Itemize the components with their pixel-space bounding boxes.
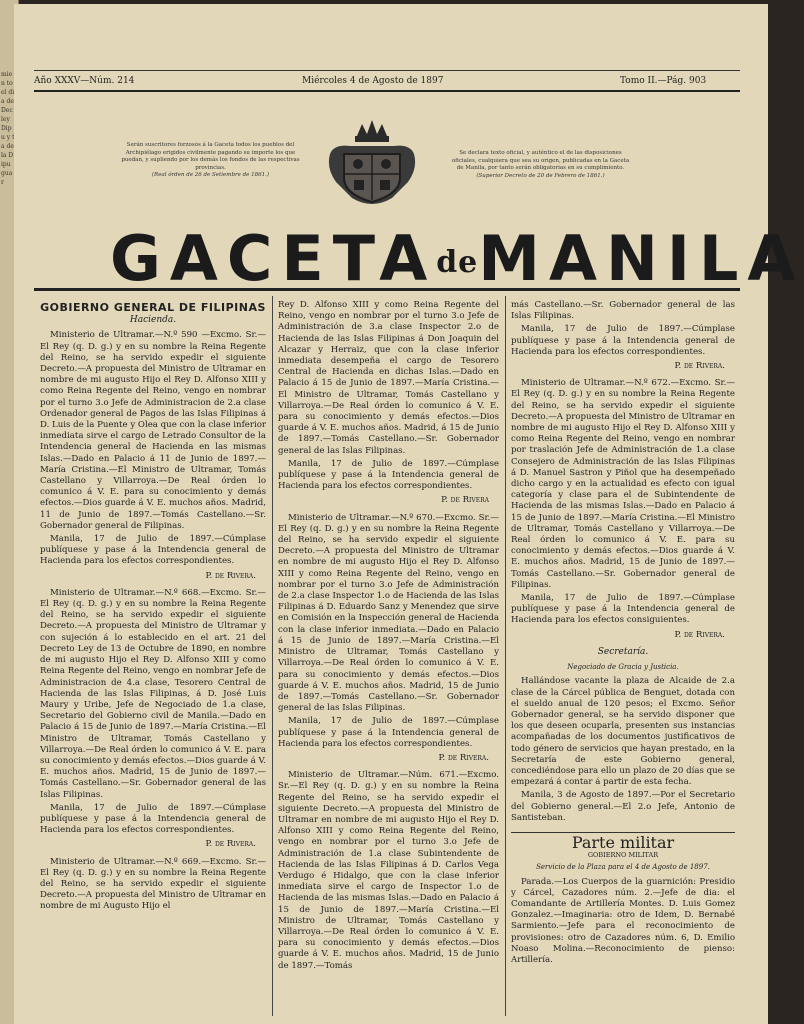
publication-order: Manila, 17 de Julio de 1897.—Cúmplase publíquese y pase á la Intendencia general de Hacienda para los efectos correspondientes.	[40, 534, 266, 567]
column-2	[278, 300, 499, 974]
royal-crest-icon	[322, 116, 422, 211]
publication-order: Manila, 17 de Julio de 1897.—Cúmplase publíquese y pase á la Intendencia general de Hacienda para los efectos consiguientes.	[511, 593, 735, 626]
signature: P. de Rivera.	[674, 361, 725, 372]
military-section-title: Parte militar	[511, 832, 735, 848]
title-rule	[34, 288, 740, 291]
decree-669-continued: Rey D. Alfonso XIII y como Reina Regente del Reino, vengo en nombrar por el turno 3.o Jefe de Administración de 3.a clase Inspector 2.o de Hacienda de las Islas Filipinas á Don Joaquin del Alcazar y Herraiz, que con la clase inferior inmediata desempeña el cargo de Tesorero Central de Hacienda en dichas Islas.—Dado en Palacio á 15 de Junio de 1897.—María Cristina.—El Ministro de Ultramar, Tomás Castellano y Villarroya.—De Real órden lo comunico á V. E. para su conocimiento y demás efectos.—Dios guarde á V. E. muchos años. Madrid, á 15 de Junio de 1897.—Tomás Castellano.—Sr. Gobernador general de las Islas Filipinas.	[278, 300, 499, 456]
issue-date: Miércoles 4 de Agosto de 1897	[302, 76, 444, 86]
newspaper-title	[110, 222, 804, 295]
signature: P. de Rivera.	[438, 752, 489, 763]
decree-668: Ministerio de Ultramar.—N.º 668.—Excmo. Sr.—El Rey (q. D. g.) y en su nombre la Reina Regente del Reino, se ha servido expedir el siguiente Decreto.—A propuesta del Ministro de Ultramar y con sujeción á lo establecido en el art. 21 del Decreto Ley de 13 de Octubre de 1890, en nombre de mi augusto Hijo el Rey D. Alfonso XIII y como Reina Regente del Reino, vengo en nombrar Jefe de Administracion de 4.a clase, Tesorero Central de Hacienda de las Islas Filipinas, á D. José Luis Maury y Uribe, Jefe de Negociado de 1.a clase, Secretario del Gobierno civil de Manila.—Dado en Palacio á 15 de Junio de 1897.—María Cristina.—El Ministro de Ultramar, Tomás Castellano y Villarroya.—De Real órden lo comunico á V. E. para su conocimiento y demás efectos.—Dios guarde á V. E. muchos años. Madrid, 15 de Junio de 1897.—Tomás Castellano.—Sr. Gobernador general de las Islas Filipinas.	[40, 587, 266, 800]
notice-left-ref: (Real órden de 26 de Setiembre de 1861.)	[151, 172, 270, 178]
notice-right	[448, 150, 633, 180]
decree-671-continued: más Castellano.—Sr. Gobernador general de las Islas Filipinas.	[511, 300, 735, 322]
adjacent-page-text: mien to el dia de Dec ley Dipu y ta de la Dipu guar	[1, 71, 15, 186]
military-orders: Parada.—Los Cuerpos de la guarnición: Presidio y Cárcel, Cazadores núm. 2.—Jefe de dia: el Comandante de Artillería Montes. D. Luis Gomez Gonzalez.—Imaginaria: otro de Idem, D. Bernabé Sarmiento.—Jefe para el reconocimiento de provisiones: otro de Cazadores núm. 6, D. Emilio Noaso Molina.—Reconocimiento de pienso: Artillería.	[511, 876, 735, 965]
column-3	[511, 300, 735, 968]
government-heading: GOBIERNO GENERAL DE FILIPINAS	[40, 301, 266, 314]
column-divider-1	[272, 296, 273, 1016]
signature: P. de Rivera	[441, 495, 489, 506]
subsection-gracia-justicia: Negociado de Gracia y Justicia.	[567, 663, 679, 672]
title-gaceta: GACETA	[110, 222, 437, 295]
decree-670: Ministerio de Ultramar.—N.º 670.—Excmo. Sr.—El Rey (q. D. g.) y en su nombre la Reina Regente del Reino, se ha servido expedir el siguiente Decreto.—A propuesta del Ministro de Ultramar en nombre de mi augusto Hijo el Rey D. Alfonso XIII y como Reina Regente del Reino, vengo en nombrar por el turno 3.o Jefe de Administración de 2.a clase Inspector 1.o de Hacienda de las Islas Filipinas á D. Eduardo Sanz y Menendez que sirve en Comisión en la Inspección general de Hacienda con la clase inferior inmediata.—Dado en Palacio á 15 de Junio de 1897.—María Cristina.—El Ministro de Ultramar, Tomás Castellano y Villarroya.—De Real órden lo comunico á V. E. para su conocimiento y demás efectos.—Dios guarde á V. E. muchos años. Madrid, 15 de Junio de 1897.—Tomás Castellano.—Sr. Gobernador general de las Islas Filipinas.	[278, 512, 499, 714]
publication-order: Manila, 17 de Julio de 1897.—Cúmplase publíquese y pase á la Intendencia general de Hacienda para los efectos correspondientes.	[511, 324, 735, 357]
volume-page: Tomo II.—Pág. 903	[620, 76, 707, 86]
section-hacienda: Hacienda.	[129, 315, 177, 326]
notice-left	[118, 142, 303, 180]
header-rule	[34, 90, 740, 92]
notice-left-text: Serán suscritores forzosos á la Gaceta todos los pueblos del Archipiélago erigidos civilmente pagando su importe los que puedan, y supliendo por los demás los fondos de las respectivas provincias.	[121, 142, 300, 171]
notice-right-text: Se declara texto oficial, y auténtico el de las disposiciones oficiales, cualquiera que sea su origen, publicadas en la Gaceta de Manila, por tanto serán obligatorias en su cumplimiento.	[451, 150, 630, 171]
military-service-date: Servicio de la Plaza para el 4 de Agosto de 1897.	[536, 863, 710, 872]
title-manila: MANILA	[478, 222, 804, 295]
publication-order: Manila, 17 de Julio de 1897.—Cúmplase publíquese y pase á la Intendencia general de Hacienda para los efectos correspondientes.	[40, 802, 266, 836]
vacancy-notice: Hallándose vacante la plaza de Alcaide de 2.a clase de la Cárcel pública de Benguet, dotada con el sueldo anual de 120 pesos; el Excmo. Señor Gobernador general, se ha servido disponer que los que deseen ocuparla, presenten sus instancias acompañadas de los documentos justificativos de todo género de servicios que hayan prestado, en la Secretaría de este Gobierno general, concediéndose para ello un plazo de 20 días que se empezará á contar á partir de esta fecha.	[511, 676, 735, 788]
signature: P. de Rivera.	[205, 839, 256, 850]
signature: P. de Rivera.	[205, 570, 256, 581]
decree-590: Ministerio de Ultramar.—N.º 590 —Excmo. Sr.—El Rey (q. D. g.) y en su nombre la Reina Regente del Reino, se ha servido expedir el siguiente Decreto.—A propuesta del Ministro de Ultramar en nombre de mi augusto Hijo el Rey D. Alfonso XIII y como Reina Regente del Reino, vengo en nombrar por el turno 3.o Jefe de Administracion de 2.a clase Ordenador general de Pagos de las Islas Filipinas á D. Luis de la Puente y Olea que con la clase inferior inmediata sirve el cargo de Letrado Consultor de la Intendencia general de Hacienda en las mismas Islas.—Dado en Palacio á 11 de Junio de 1897.—María Cristina.—El Ministro de Ultramar, Tomás Castellano y Villarroya.—De Real órden lo comunico á V. E. para su conocimiento y demás efectos.—Dios guarde á V. E. muchos años. Madrid, 11 de Junio de 1897.—Tomás Castellano.—Sr. Gobernador general de Filipinas.	[40, 330, 266, 531]
signature: P. de Rivera.	[674, 629, 725, 640]
publication-order: Manila, 17 de Julio de 1897.—Cúmplase publíquese y pase á la Intendencia general de Hacienda para los efectos correspondientes.	[278, 716, 499, 749]
decree-671: Ministerio de Ultramar.—Núm. 671.—Excmo. Sr.—El Rey (q. D. g.) y en su nombre la Reina Regente del Reino, se ha servido expedir el siguiente Decreto.—A propuesta del Ministro de Ultramar en nombre de mi augusto Hijo el Rey D. Alfonso XIII y como Reina Regente del Reino, vengo en nombrar por el turno 3.o Jefe de Administración de 1.a clase Subintendente de Hacienda de las Islas Filipinas á D. Carlos Vega Verdugo é Hidalgo, que con la clase inferior inmediata sirve el cargo de Inspector 1.o de Hacienda de las mismas Islas.—Dado en Palacio á 15 de Junio de 1897.—María Cristina.—El Ministro de Ultramar, Tomás Castellano y Villarroya.—De Real órden lo comunico á V. E. para su conocimiento y demás efectos.—Dios guarde á V. E. muchos años. Madrid, 15 de Junio de 1897.—Tomás	[278, 770, 499, 971]
notice-right-ref: (Superior Decreto de 20 de Febrero de 1861.)	[476, 172, 605, 179]
title-de: de	[436, 245, 479, 280]
military-government-label: GOBIERNO MILITAR	[587, 851, 659, 860]
column-divider-2	[505, 296, 506, 1016]
decree-672: Ministerio de Ultramar.—N.º 672.—Excmo. Sr.—El Rey (q. D. g.) y en su nombre la Reina Regente del Reino, se ha servido expedir el siguiente Decreto.—A propuesta del Ministro de Ultramar en nombre de mi augusto Hijo el Rey D. Alfonso XIII y como Reina Regente del Reino, vengo en nombrar por traslación Jefe de Administración de 1.a clase Consejero de Administración de las Islas Filipinas á D. Manuel Sastron y Piñol que ha desempeñado dicho cargo y en la actualidad es efecto con igual categoría y clase para el de Subintendente de Hacienda de las mismas Islas.—Dado en Palacio á 15 de Junio de 1897.—María Cristina.—El Ministro de Ultramar, Tomás Castellano y Villarroya.—De Real órden lo comunico á V. E. para su conocimiento y demás efectos.—Dios guarde á V. E. muchos años. Madrid, 15 de Junio de 1897.—Tomás Castellano.—Sr. Gobernador general de Filipinas.	[511, 378, 735, 590]
decree-669: Ministerio de Ultramar.—N.º 669.—Excmo. Sr.—El Rey (q. D. g.) y en su nombre la Reina Regente del Reino, se ha servido expedir el siguiente Decreto.—A propuesta del Ministro de Ultramar en nombre de mi Augusto Hijo el	[40, 856, 266, 912]
publication-order: Manila, 17 de Julio de 1897.—Cúmplase publíquese y pase á la Intendencia general de Hacienda para los efectos correspondientes.	[278, 458, 499, 492]
column-1	[40, 300, 266, 915]
vacancy-signature: Manila, 3 de Agosto de 1897.—Por el Secretario del Gobierno general.—El 2.o Jefe, Antonio de Santisteban.	[511, 790, 735, 823]
issue-number: Año XXXV—Núm. 214	[34, 76, 135, 86]
section-secretaria: Secretaría.	[597, 646, 649, 657]
top-rule	[34, 70, 740, 71]
